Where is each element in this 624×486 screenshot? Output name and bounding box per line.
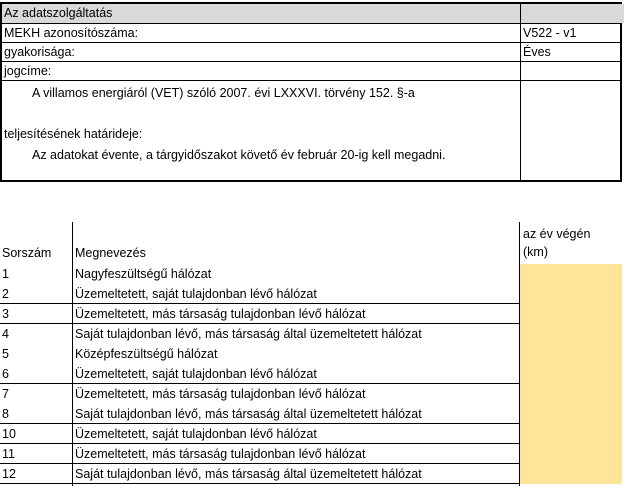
row-name: Üzemeltetett, saját tulajdonban lévő hálózat — [75, 367, 317, 381]
legal-label: jogcíme: — [4, 64, 52, 78]
legal-text: A villamos energiáról (VET) szóló 2007. évi LXXXVI. törvény 152. §-a — [32, 86, 415, 100]
table-header — [0, 222, 622, 264]
row-number: 1 — [2, 267, 9, 281]
info-title: Az adatszolgáltatás — [4, 6, 113, 20]
row-number: 4 — [2, 327, 9, 341]
row-number: 10 — [2, 427, 16, 441]
info-deadline-label-row — [2, 125, 624, 143]
table-row — [0, 304, 622, 324]
info-legal-text-row — [2, 84, 624, 102]
row-number: 11 — [2, 447, 15, 461]
table-row — [0, 404, 622, 424]
freq-label: gyakorisága: — [4, 45, 75, 59]
row-name: Üzemeltetett, más társaság tulajdonban lévő hálózat — [75, 307, 366, 321]
info-title-row — [2, 4, 624, 23]
row-name: Üzemeltetett, más társaság tulajdonban lévő hálózat — [75, 447, 366, 461]
value-input-cell[interactable] — [520, 464, 622, 484]
col-header-value-line2: (km) — [523, 245, 548, 259]
row-number: 2 — [2, 287, 9, 301]
value-input-cell[interactable] — [520, 264, 622, 284]
table-row — [0, 324, 622, 344]
info-table — [0, 2, 622, 182]
value-input-cell[interactable] — [520, 304, 622, 324]
info-id-row — [2, 24, 624, 42]
value-input-cell[interactable] — [520, 364, 622, 384]
deadline-label: teljesítésének határideje: — [4, 127, 143, 141]
col-header-value — [521, 225, 621, 264]
value-input-cell[interactable] — [520, 284, 622, 304]
col-header-no: Sorszám — [2, 246, 52, 260]
value-input-cell[interactable] — [520, 444, 622, 464]
table-row — [0, 444, 622, 464]
row-name: Üzemeltetett, más társaság tulajdonban lévő hálózat — [75, 387, 366, 401]
row-number: 8 — [2, 407, 9, 421]
id-value: V522 - v1 — [523, 26, 577, 40]
deadline-text: Az adatokat évente, a tárgyidőszakot követő év február 20-ig kell megadni. — [32, 148, 446, 162]
value-input-cell[interactable] — [520, 324, 622, 344]
value-input-cell[interactable] — [520, 344, 622, 364]
row-name: Saját tulajdonban lévő, más társaság által üzemeltetett hálózat — [75, 327, 422, 341]
info-legal-label-row — [2, 62, 624, 80]
table-row — [0, 284, 622, 304]
row-number: 7 — [2, 387, 9, 401]
data-table — [0, 222, 622, 486]
value-input-cell[interactable] — [520, 384, 622, 404]
row-number: 3 — [2, 307, 9, 321]
row-divider — [0, 483, 520, 484]
row-number: 5 — [2, 347, 9, 361]
row-number: 6 — [2, 367, 9, 381]
info-deadline-text-row — [2, 146, 624, 164]
row-number: 12 — [2, 467, 16, 481]
table-row — [0, 424, 622, 444]
row-name: Középfeszültségű hálózat — [75, 347, 218, 361]
table-row — [0, 384, 622, 404]
row-name: Üzemeltetett, saját tulajdonban lévő hálózat — [75, 427, 317, 441]
row-name: Saját tulajdonban lévő, más társaság által üzemeltetett hálózat — [75, 467, 422, 481]
table-row — [0, 464, 622, 484]
table-row — [0, 264, 622, 284]
col-header-name: Megnevezés — [75, 246, 146, 260]
table-row — [0, 344, 622, 364]
col-header-value-line1: az év végén — [523, 227, 591, 241]
row-name: Üzemeltetett, saját tulajdonban lévő hálózat — [75, 287, 317, 301]
value-input-cell[interactable] — [520, 424, 622, 444]
value-input-cell[interactable] — [520, 404, 622, 424]
table-row — [0, 364, 622, 384]
row-name: Saját tulajdonban lévő, más társaság által üzemeltetett hálózat — [75, 407, 422, 421]
id-label: MEKH azonosítószáma: — [4, 26, 139, 40]
row-name: Nagyfeszültségű hálózat — [75, 267, 212, 281]
freq-value: Éves — [523, 45, 551, 59]
info-freq-row — [2, 43, 624, 61]
